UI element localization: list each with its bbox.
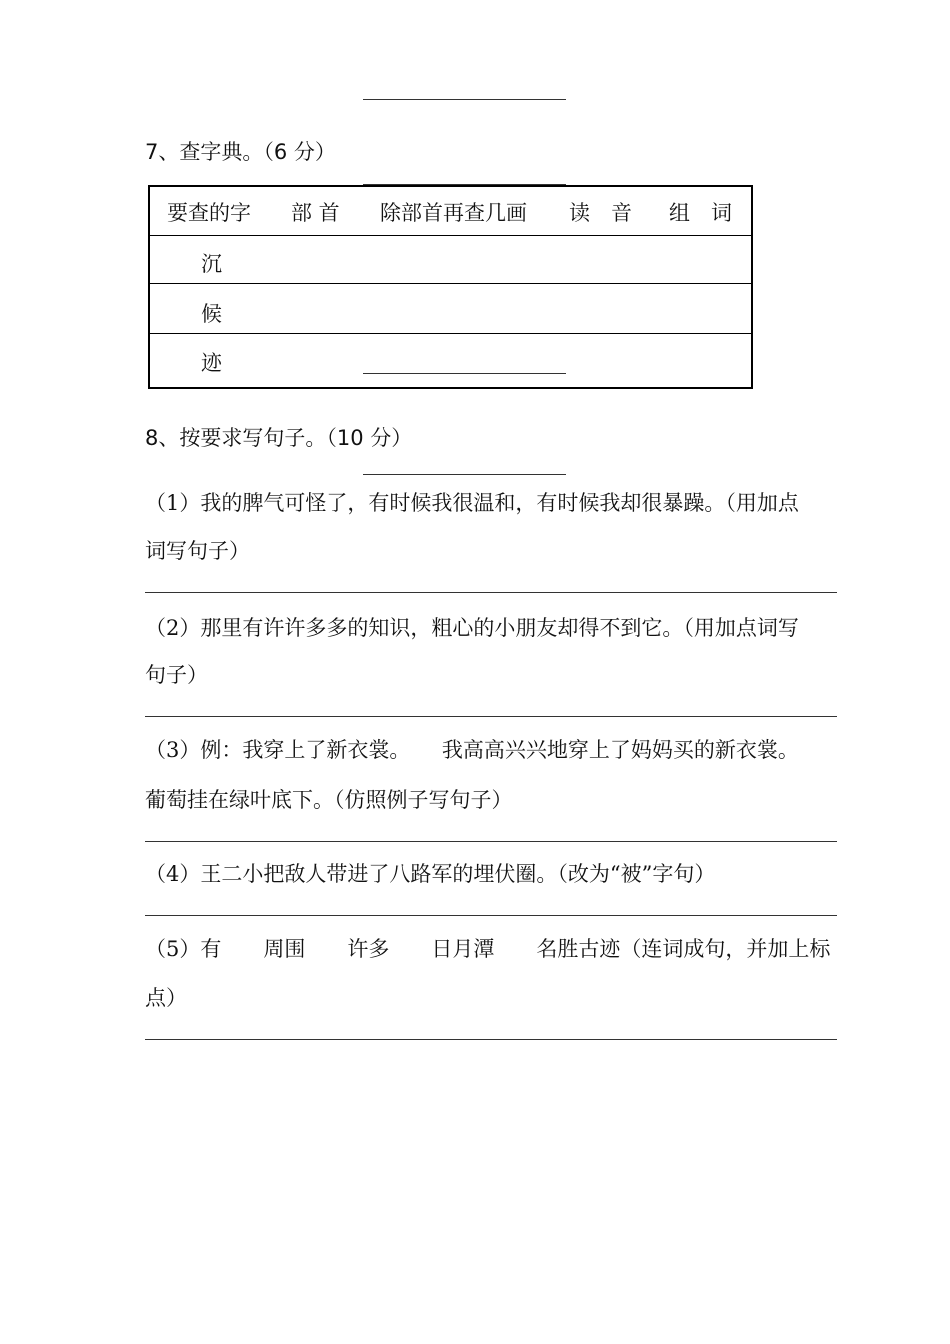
row-char: 候 xyxy=(201,302,222,326)
q8-item-3-line1: （3）例：我穿上了新衣裳。 我高高兴兴地穿上了妈妈买的新衣裳。 xyxy=(145,738,799,762)
header-radical: 部 首 xyxy=(291,201,340,225)
row-char: 沉 xyxy=(201,252,222,276)
q8-item-1-line2: 词写句子） xyxy=(145,539,250,563)
header-char: 要查的字 xyxy=(167,201,251,225)
decorative-rule xyxy=(363,474,566,475)
dictionary-table xyxy=(148,185,753,389)
q8-item-5-line2: 点） xyxy=(145,986,187,1010)
q8-item-3-line2: 葡萄挂在绿叶底下。（仿照例子写句子） xyxy=(145,788,513,812)
answer-line-1[interactable] xyxy=(145,592,837,593)
row-char: 迹 xyxy=(201,351,222,375)
table-row[interactable] xyxy=(150,236,751,284)
q8-item-5-line1: （5）有 周围 许多 日月潭 名胜古迹（连词成句，并加上标 xyxy=(145,937,831,961)
q8-item-4-line1: （4）王二小把敌人带进了八路军的埋伏圈。（改为“被”字句） xyxy=(145,862,716,886)
answer-line-5[interactable] xyxy=(145,1039,837,1040)
table-row[interactable] xyxy=(150,284,751,334)
header-reading: 读 音 xyxy=(569,201,632,225)
table-row[interactable] xyxy=(150,334,751,387)
q7-heading: 7、查字典。（6 分） xyxy=(145,140,336,164)
decorative-rule xyxy=(363,99,566,100)
q8-heading: 8、按要求写句子。（10 分） xyxy=(145,426,413,450)
answer-line-2[interactable] xyxy=(145,716,837,717)
q8-item-2-line2: 句子） xyxy=(145,663,208,687)
answer-line-4[interactable] xyxy=(145,915,837,916)
header-words: 组 词 xyxy=(669,201,732,225)
header-strokes: 除部首再查几画 xyxy=(380,201,527,225)
q8-item-2-line1: （2）那里有许许多多的知识，粗心的小朋友却得不到它。（用加点词写 xyxy=(145,616,799,640)
answer-line-3[interactable] xyxy=(145,841,837,842)
q8-item-1-line1: （1）我的脾气可怪了，有时候我很温和，有时候我却很暴躁。（用加点 xyxy=(145,491,799,515)
table-header-row xyxy=(150,187,751,236)
